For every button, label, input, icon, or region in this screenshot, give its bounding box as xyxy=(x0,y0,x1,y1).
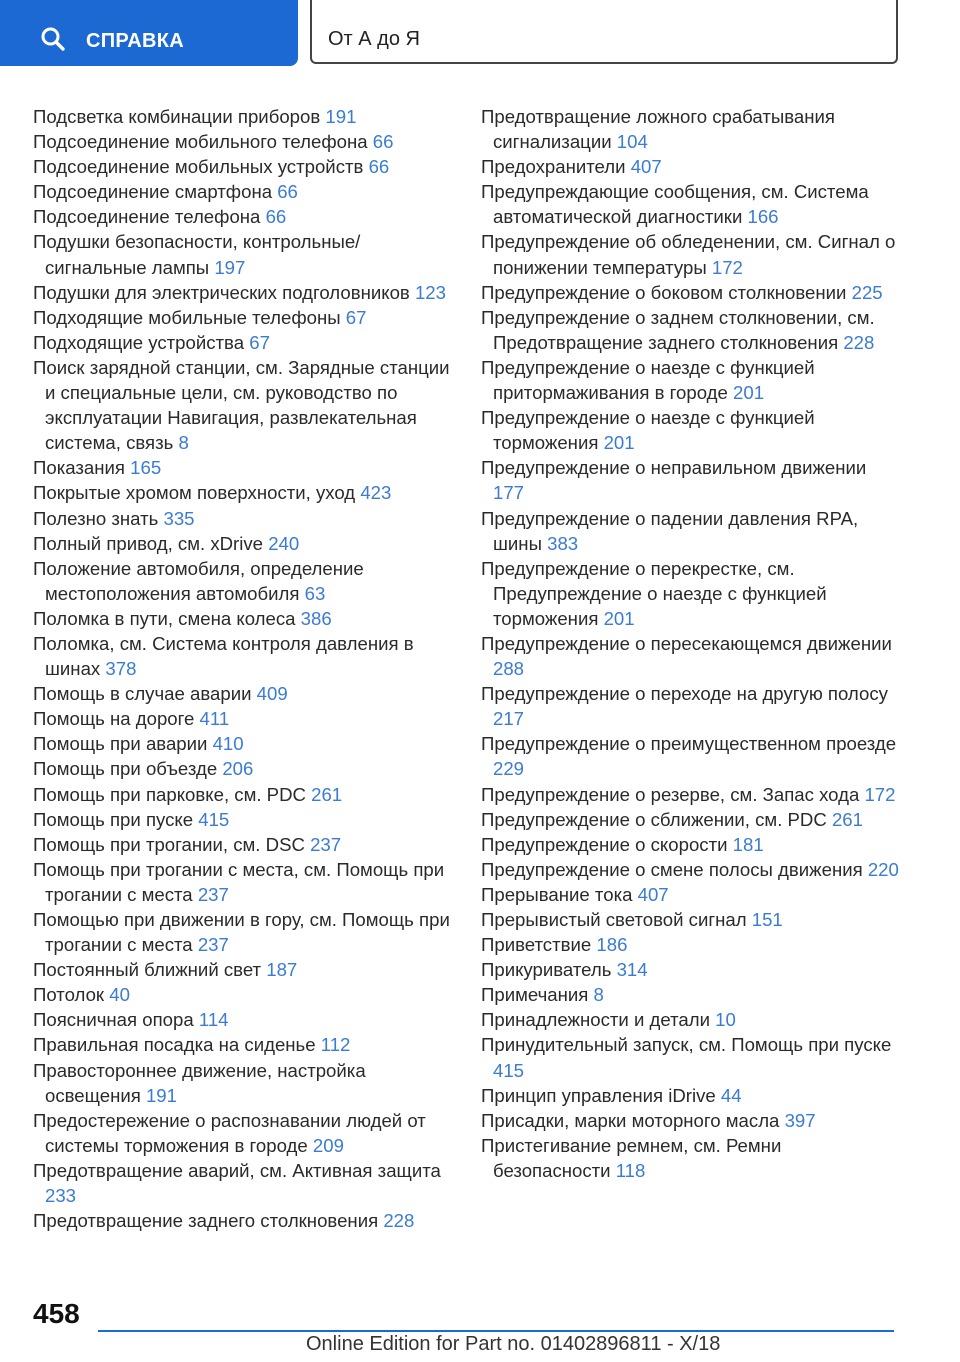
index-entry-text: Поломка, см. Система контроля давления в шинах xyxy=(33,632,414,680)
index-page-link[interactable]: 288 xyxy=(493,658,525,680)
index-page-link[interactable]: 118 xyxy=(615,1159,646,1181)
index-entry-text: Приветствие xyxy=(481,934,597,956)
index-entry xyxy=(481,957,901,982)
index-entry-text: Помощь в случае аварии xyxy=(33,683,257,705)
index-column-left xyxy=(33,104,453,1233)
index-page-link[interactable]: 409 xyxy=(256,683,288,705)
index-page-link[interactable]: 172 xyxy=(864,783,896,805)
index-page-link[interactable]: 191 xyxy=(145,1084,177,1106)
index-entry xyxy=(33,857,453,907)
index-page-link[interactable]: 66 xyxy=(265,206,287,228)
index-entry-text: Подсоединение мобильного телефона xyxy=(33,131,373,153)
index-page-link[interactable]: 229 xyxy=(493,758,525,780)
index-entry-text: Постоянный ближний свет xyxy=(33,959,267,981)
index-page-link[interactable]: 177 xyxy=(493,482,525,504)
index-entry xyxy=(33,506,453,531)
index-entry-text: Полезно знать xyxy=(33,507,164,529)
index-entry-text: Прикуриватель xyxy=(481,959,617,981)
index-entry xyxy=(33,480,453,505)
index-entry xyxy=(33,1032,453,1057)
index-entry xyxy=(481,280,901,305)
index-entry-text: Подушки безопасности, контрольные/сигнальные лампы xyxy=(33,231,361,278)
index-entry-text: Подходящие устройства xyxy=(33,331,250,353)
index-entry xyxy=(33,832,453,857)
index-page-link[interactable]: 181 xyxy=(732,833,764,855)
index-entry xyxy=(33,957,453,982)
index-entry xyxy=(33,154,453,179)
index-page-link[interactable]: 209 xyxy=(312,1134,344,1156)
index-entry-text: Предупреждение о падении давления RPA, шины xyxy=(481,507,859,554)
index-entry-text: Полный привод, см. xDrive xyxy=(33,532,269,554)
index-entry-text: Поясничная опора xyxy=(33,1009,199,1031)
index-entry xyxy=(481,631,901,681)
index-entry xyxy=(33,1208,453,1233)
index-page-link[interactable]: 228 xyxy=(383,1210,415,1232)
index-page-link[interactable]: 67 xyxy=(345,306,367,328)
index-page-link[interactable]: 197 xyxy=(214,256,246,278)
index-entry-text: Подсоединение смартфона xyxy=(33,181,278,203)
index-page-link[interactable]: 314 xyxy=(616,959,648,981)
index-page-link[interactable]: 8 xyxy=(593,984,604,1006)
index-entry xyxy=(33,179,453,204)
index-entry xyxy=(481,1032,901,1082)
index-entry xyxy=(481,782,901,807)
index-page-link[interactable]: 201 xyxy=(603,432,635,454)
index-entry xyxy=(481,229,901,279)
index-entry-text: Предупреждение о неправильном движении xyxy=(481,457,867,479)
index-page-link[interactable]: 386 xyxy=(300,607,332,629)
search-icon xyxy=(40,26,66,52)
index-entry xyxy=(33,731,453,756)
index-entry xyxy=(33,1158,453,1208)
index-page-link[interactable]: 112 xyxy=(320,1034,351,1056)
index-entry-text: Предотвращение заднего столкновения xyxy=(33,1210,384,1232)
index-page-link[interactable]: 166 xyxy=(747,206,779,228)
index-entry-text: Предупреждение о боковом столкновении xyxy=(481,281,852,303)
footer-edition-text: Online Edition for Part no. 01402896811 - X/18 xyxy=(306,1333,721,1355)
index-entry xyxy=(481,405,901,455)
index-entry-text: Помощь при парковке, см. PDC xyxy=(33,783,312,805)
index-column-right xyxy=(481,104,901,1183)
index-page-link[interactable]: 410 xyxy=(212,733,244,755)
index-page-link[interactable]: 383 xyxy=(547,532,579,554)
index-entry-text: Принцип управления iDrive xyxy=(481,1084,721,1106)
index-entry xyxy=(481,1007,901,1032)
index-entry xyxy=(481,104,901,154)
index-page-link[interactable]: 165 xyxy=(130,457,162,479)
index-page-link[interactable]: 415 xyxy=(198,808,230,830)
index-entry-text: Предупреждающие сообщения, см. Система автоматической диагностики xyxy=(481,181,869,228)
index-page-link[interactable]: 63 xyxy=(304,582,326,604)
index-entry-text: Предупреждение о переходе на другую полосу xyxy=(481,683,888,705)
index-entry-text: Предупреждение о преимущественном проезде xyxy=(481,733,897,755)
index-entry xyxy=(33,907,453,957)
index-page-link[interactable]: 44 xyxy=(720,1084,742,1106)
index-entry xyxy=(33,330,453,355)
index-entry-text: Прерывистый световой сигнал xyxy=(481,909,752,930)
index-entry-text: Правостороннее движение, настройка освещения xyxy=(33,1059,366,1106)
index-page-link[interactable]: 187 xyxy=(266,959,298,981)
index-entry-text: Помощь при аварии xyxy=(33,733,213,755)
index-entry xyxy=(33,1108,453,1158)
index-entry xyxy=(481,355,901,405)
index-page-link[interactable]: 237 xyxy=(310,833,342,855)
index-page-link[interactable]: 104 xyxy=(616,131,648,153)
index-entry-text: Предупреждение о скорости xyxy=(481,833,733,855)
index-entry xyxy=(33,1007,453,1032)
index-page-link[interactable]: 397 xyxy=(784,1109,816,1131)
index-page-link[interactable]: 237 xyxy=(197,883,229,905)
index-entry xyxy=(33,129,453,154)
index-entry xyxy=(33,807,453,832)
index-entry xyxy=(481,154,901,179)
index-page-link[interactable]: 407 xyxy=(637,883,669,905)
index-page-link[interactable]: 10 xyxy=(715,1009,736,1031)
index-entry xyxy=(481,1083,901,1108)
index-page-link[interactable]: 114 xyxy=(198,1009,229,1031)
index-page-link[interactable]: 66 xyxy=(372,131,394,153)
index-entry-text: Поломка в пути, смена колеса xyxy=(33,607,301,629)
search-button[interactable] xyxy=(0,0,298,66)
index-entry-text: Предотвращение аварий, см. Активная защита xyxy=(33,1159,441,1181)
tab-a-to-z[interactable] xyxy=(310,0,898,64)
index-entry xyxy=(481,857,901,882)
index-entry xyxy=(481,807,901,832)
index-entry-text: Подсоединение телефона xyxy=(33,206,266,228)
index-entry xyxy=(481,305,901,355)
index-page-link[interactable]: 8 xyxy=(178,432,189,454)
index-entry xyxy=(481,455,901,505)
index-page-link[interactable]: 40 xyxy=(109,984,130,1006)
index-entry-text: Прерывание тока xyxy=(481,883,638,905)
index-page-link[interactable]: 220 xyxy=(867,858,899,880)
index-entry xyxy=(33,455,453,480)
index-page-link[interactable]: 201 xyxy=(603,607,635,629)
index-entry xyxy=(481,982,901,1007)
index-entry xyxy=(33,204,453,229)
index-page-link[interactable]: 233 xyxy=(45,1185,77,1207)
index-entry-text: Предупреждение о сближении, см. PDC xyxy=(481,808,832,830)
footer-divider xyxy=(98,1330,894,1332)
index-entry-text: Предупреждение о наезде с функцией притормаживания в городе xyxy=(481,356,815,404)
index-entry-text: Предупреждение о наезде с функцией торможения xyxy=(481,407,815,454)
header xyxy=(0,0,960,66)
index-entry xyxy=(33,756,453,781)
index-entry-text: Предупреждение о пересекающемся движении xyxy=(481,632,892,654)
index-entry xyxy=(33,706,453,731)
index-entry-text: Потолок xyxy=(33,984,110,1006)
index-entry xyxy=(33,355,453,455)
index-page-link[interactable]: 172 xyxy=(711,256,743,278)
index-page-link[interactable]: 423 xyxy=(360,482,392,504)
index-page-link[interactable]: 261 xyxy=(311,783,343,805)
index-page-link[interactable]: 237 xyxy=(197,934,229,956)
index-entry-text: Предохранители xyxy=(481,156,631,178)
index-page-link[interactable]: 217 xyxy=(493,708,525,730)
index-entry xyxy=(481,932,901,957)
search-button-label: СПРАВКА xyxy=(86,30,185,52)
index-page-link[interactable]: 67 xyxy=(249,331,270,353)
index-page-link[interactable]: 66 xyxy=(368,156,390,178)
index-entry-text: Помощь при пуске xyxy=(33,808,199,830)
index-entry-text: Предотвращение ложного срабатывания сигнализации xyxy=(481,106,835,153)
index-page-link[interactable]: 407 xyxy=(630,156,662,178)
index-entry xyxy=(33,104,453,129)
index-page-link[interactable]: 335 xyxy=(163,507,195,529)
index-entry-text: Присадки, марки моторного масла xyxy=(481,1109,785,1131)
index-entry-text: Предупреждение о резерве, см. Запас хода xyxy=(481,783,865,805)
index-page-link[interactable]: 378 xyxy=(105,658,137,680)
index-entry xyxy=(33,782,453,807)
index-entry-text: Помощь на дороге xyxy=(33,708,200,730)
index-entry-text: Пристегивание ремнем, см. Ремни безопасности xyxy=(481,1134,782,1181)
index-entry xyxy=(481,907,901,932)
index-entry xyxy=(33,229,453,279)
index-entry-text: Поиск зарядной станции, см. Зарядные станции и специальные цели, см. руководство по эксплуатации Навигация, развлекательная система, связь xyxy=(33,356,450,454)
index-entry-text: Подсоединение мобильных устройств xyxy=(33,156,369,178)
index-entry xyxy=(481,832,901,857)
index-entry-text: Примечания xyxy=(481,984,594,1006)
index-page-link[interactable]: 206 xyxy=(222,758,254,780)
index-entry xyxy=(33,681,453,706)
index-entry xyxy=(481,506,901,556)
index-entry-text: Подушки для электрических подголовников xyxy=(33,281,415,303)
page-number: 458 xyxy=(33,1298,80,1329)
index-page-link[interactable]: 261 xyxy=(831,808,863,830)
index-entry-text: Положение автомобиля, определение местоположения автомобиля xyxy=(33,557,364,604)
index-entry-text: Помощь при трогании, см. DSC xyxy=(33,833,311,855)
index-page-link[interactable]: 66 xyxy=(277,181,298,203)
index-entry xyxy=(33,556,453,606)
index-entry xyxy=(33,982,453,1007)
index-page-link[interactable]: 191 xyxy=(325,106,357,127)
index-entry-text: Покрытые хромом поверхности, уход xyxy=(33,482,361,504)
index-entry-text: Предупреждение об обледенении, см. Сигнал о понижении температуры xyxy=(481,231,896,278)
index-entry xyxy=(481,556,901,631)
index-entry-text: Предупреждение о заднем столкновении, см. Предотвращение заднего столкновения xyxy=(481,306,875,353)
index-entry xyxy=(481,882,901,907)
index-entry-text: Помощь при объезде xyxy=(33,758,223,780)
index-entry-text: Правильная посадка на сиденье xyxy=(33,1034,321,1056)
index-entry-text: Принудительный запуск, см. Помощь при пуске xyxy=(481,1034,892,1056)
index-page-link[interactable]: 186 xyxy=(596,934,628,956)
index-entry xyxy=(33,280,453,305)
index-entry xyxy=(33,531,453,556)
index-page-link[interactable]: 415 xyxy=(493,1059,525,1081)
index-page-link[interactable]: 201 xyxy=(733,382,765,404)
index-page-link[interactable]: 123 xyxy=(414,281,446,303)
index-entry-text: Показания xyxy=(33,457,131,479)
tab-label: От А до Я xyxy=(328,28,420,50)
index-page-link[interactable]: 228 xyxy=(843,331,875,353)
index-entry xyxy=(481,1108,901,1133)
index-entry xyxy=(33,631,453,681)
index-entry xyxy=(481,731,901,781)
index-page-link[interactable]: 411 xyxy=(199,708,230,730)
index-entry-text: Предупреждение о смене полосы движения xyxy=(481,858,868,880)
index-entry-text: Подсветка комбинации приборов xyxy=(33,106,326,127)
index-entry-text: Предупреждение о перекрестке, см. Предупреждение о наезде с функцией торможения xyxy=(481,557,827,629)
index-page-link[interactable]: 151 xyxy=(751,909,783,930)
index-entry xyxy=(33,606,453,631)
index-entry xyxy=(33,305,453,330)
index-page-link[interactable]: 225 xyxy=(851,281,883,303)
index-entry xyxy=(33,1058,453,1108)
index-entry-text: Подходящие мобильные телефоны xyxy=(33,306,346,328)
index-entry xyxy=(481,1133,901,1183)
index-entry-text: Предостережение о распознавании людей от системы торможения в городе xyxy=(33,1109,426,1156)
index-entry-text: Помощью при движении в гору, см. Помощь при трогании с места xyxy=(33,909,450,956)
index-page-link[interactable]: 240 xyxy=(268,532,300,554)
index-entry xyxy=(481,179,901,229)
index-entry-text: Принадлежности и детали xyxy=(481,1009,716,1031)
index-entry-text: Помощь при трогании с места, см. Помощь при трогании с места xyxy=(33,858,445,905)
index-entry xyxy=(481,681,901,731)
